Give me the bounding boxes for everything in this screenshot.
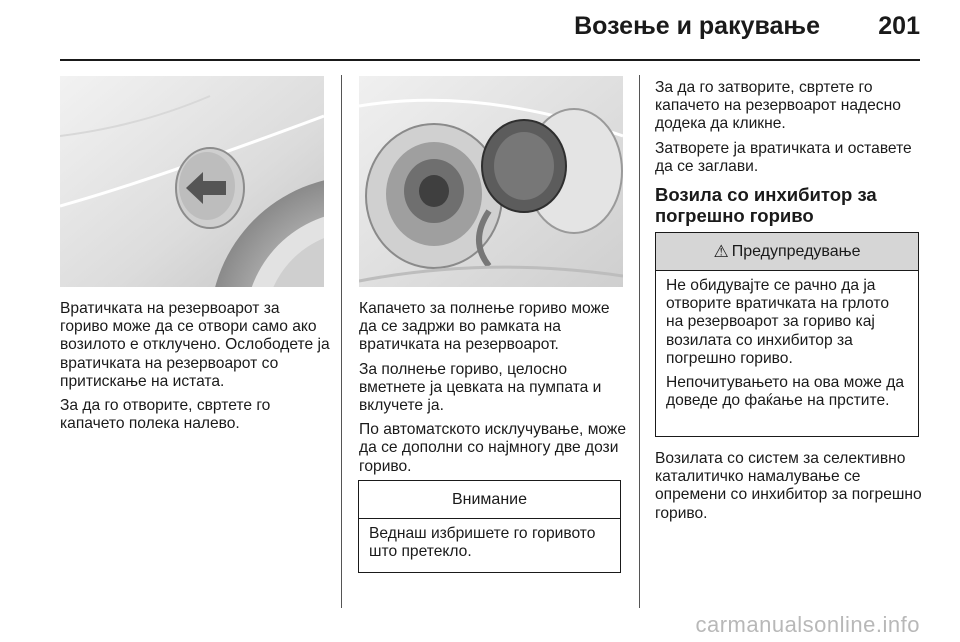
paragraph: Не обидувајте се рачно да ја отворите вратичката на грлото на резервоарот за гориво кај возилата со инхибитор за погрешно гориво.: [666, 277, 890, 367]
figure-fuel-cap: [359, 76, 623, 287]
paragraph: По автоматското исклучување, може да се дополни со најмногу две дози гориво.: [359, 421, 627, 475]
warning-body: [656, 271, 918, 416]
fuel-cap-open-illustration: [359, 76, 623, 287]
notice-box: [358, 480, 621, 573]
page-header-title: Возење и ракување: [574, 12, 820, 40]
header-rule: [60, 59, 920, 61]
figure-fuel-door: [60, 76, 324, 287]
warning-header: [656, 233, 918, 271]
page-number: 201: [878, 12, 920, 40]
fuel-door-arrow-illustration: [60, 76, 324, 287]
column-divider-1: [341, 75, 342, 608]
column-divider-2: [639, 75, 640, 608]
watermark: carmanualsonline.info: [695, 612, 920, 637]
paragraph: Затворете ја вратичката и оставете да се заглави.: [655, 139, 912, 175]
paragraph: За да го отворите, свртете го капачето полека налево.: [60, 397, 271, 433]
warning-triangle-icon: ⚠: [713, 241, 729, 261]
paragraph: Возилата со систем за селективно каталитичко намалување се опремени со инхибитор за погрешно гориво.: [655, 450, 922, 522]
notice-body: Веднаш избришете го горивото што претекло.: [369, 525, 596, 561]
column1-text: [60, 300, 332, 439]
column3-after-text: [655, 450, 923, 529]
paragraph: За полнење гориво, целосно вметнете ја цевката на пумпата и вклучете ја.: [359, 360, 602, 415]
warning-box: [655, 232, 919, 437]
column2-text: [359, 300, 627, 482]
section-heading: Возила со инхибитор за погрешно гориво: [655, 184, 877, 226]
column3-text: [655, 79, 923, 182]
paragraph: Вратичката на резервоарот за гориво може да се отвори само ако возилото е отклучено. Ослободете ја вратичката на резервоарот со притискање на истата.: [60, 300, 330, 390]
warning-title: Предупредување: [731, 242, 861, 260]
paragraph: Капачето за полнење гориво може да се задржи во рамката на вратичката на резервоарот.: [359, 300, 610, 354]
paragraph: Непочитувањето на ова може да доведе до фаќање на прстите.: [666, 374, 905, 410]
paragraph: За да го затворите, свртете го капачето на резервоарот надесно додека да кликне.: [655, 79, 901, 133]
notice-title: Внимание: [359, 481, 620, 519]
